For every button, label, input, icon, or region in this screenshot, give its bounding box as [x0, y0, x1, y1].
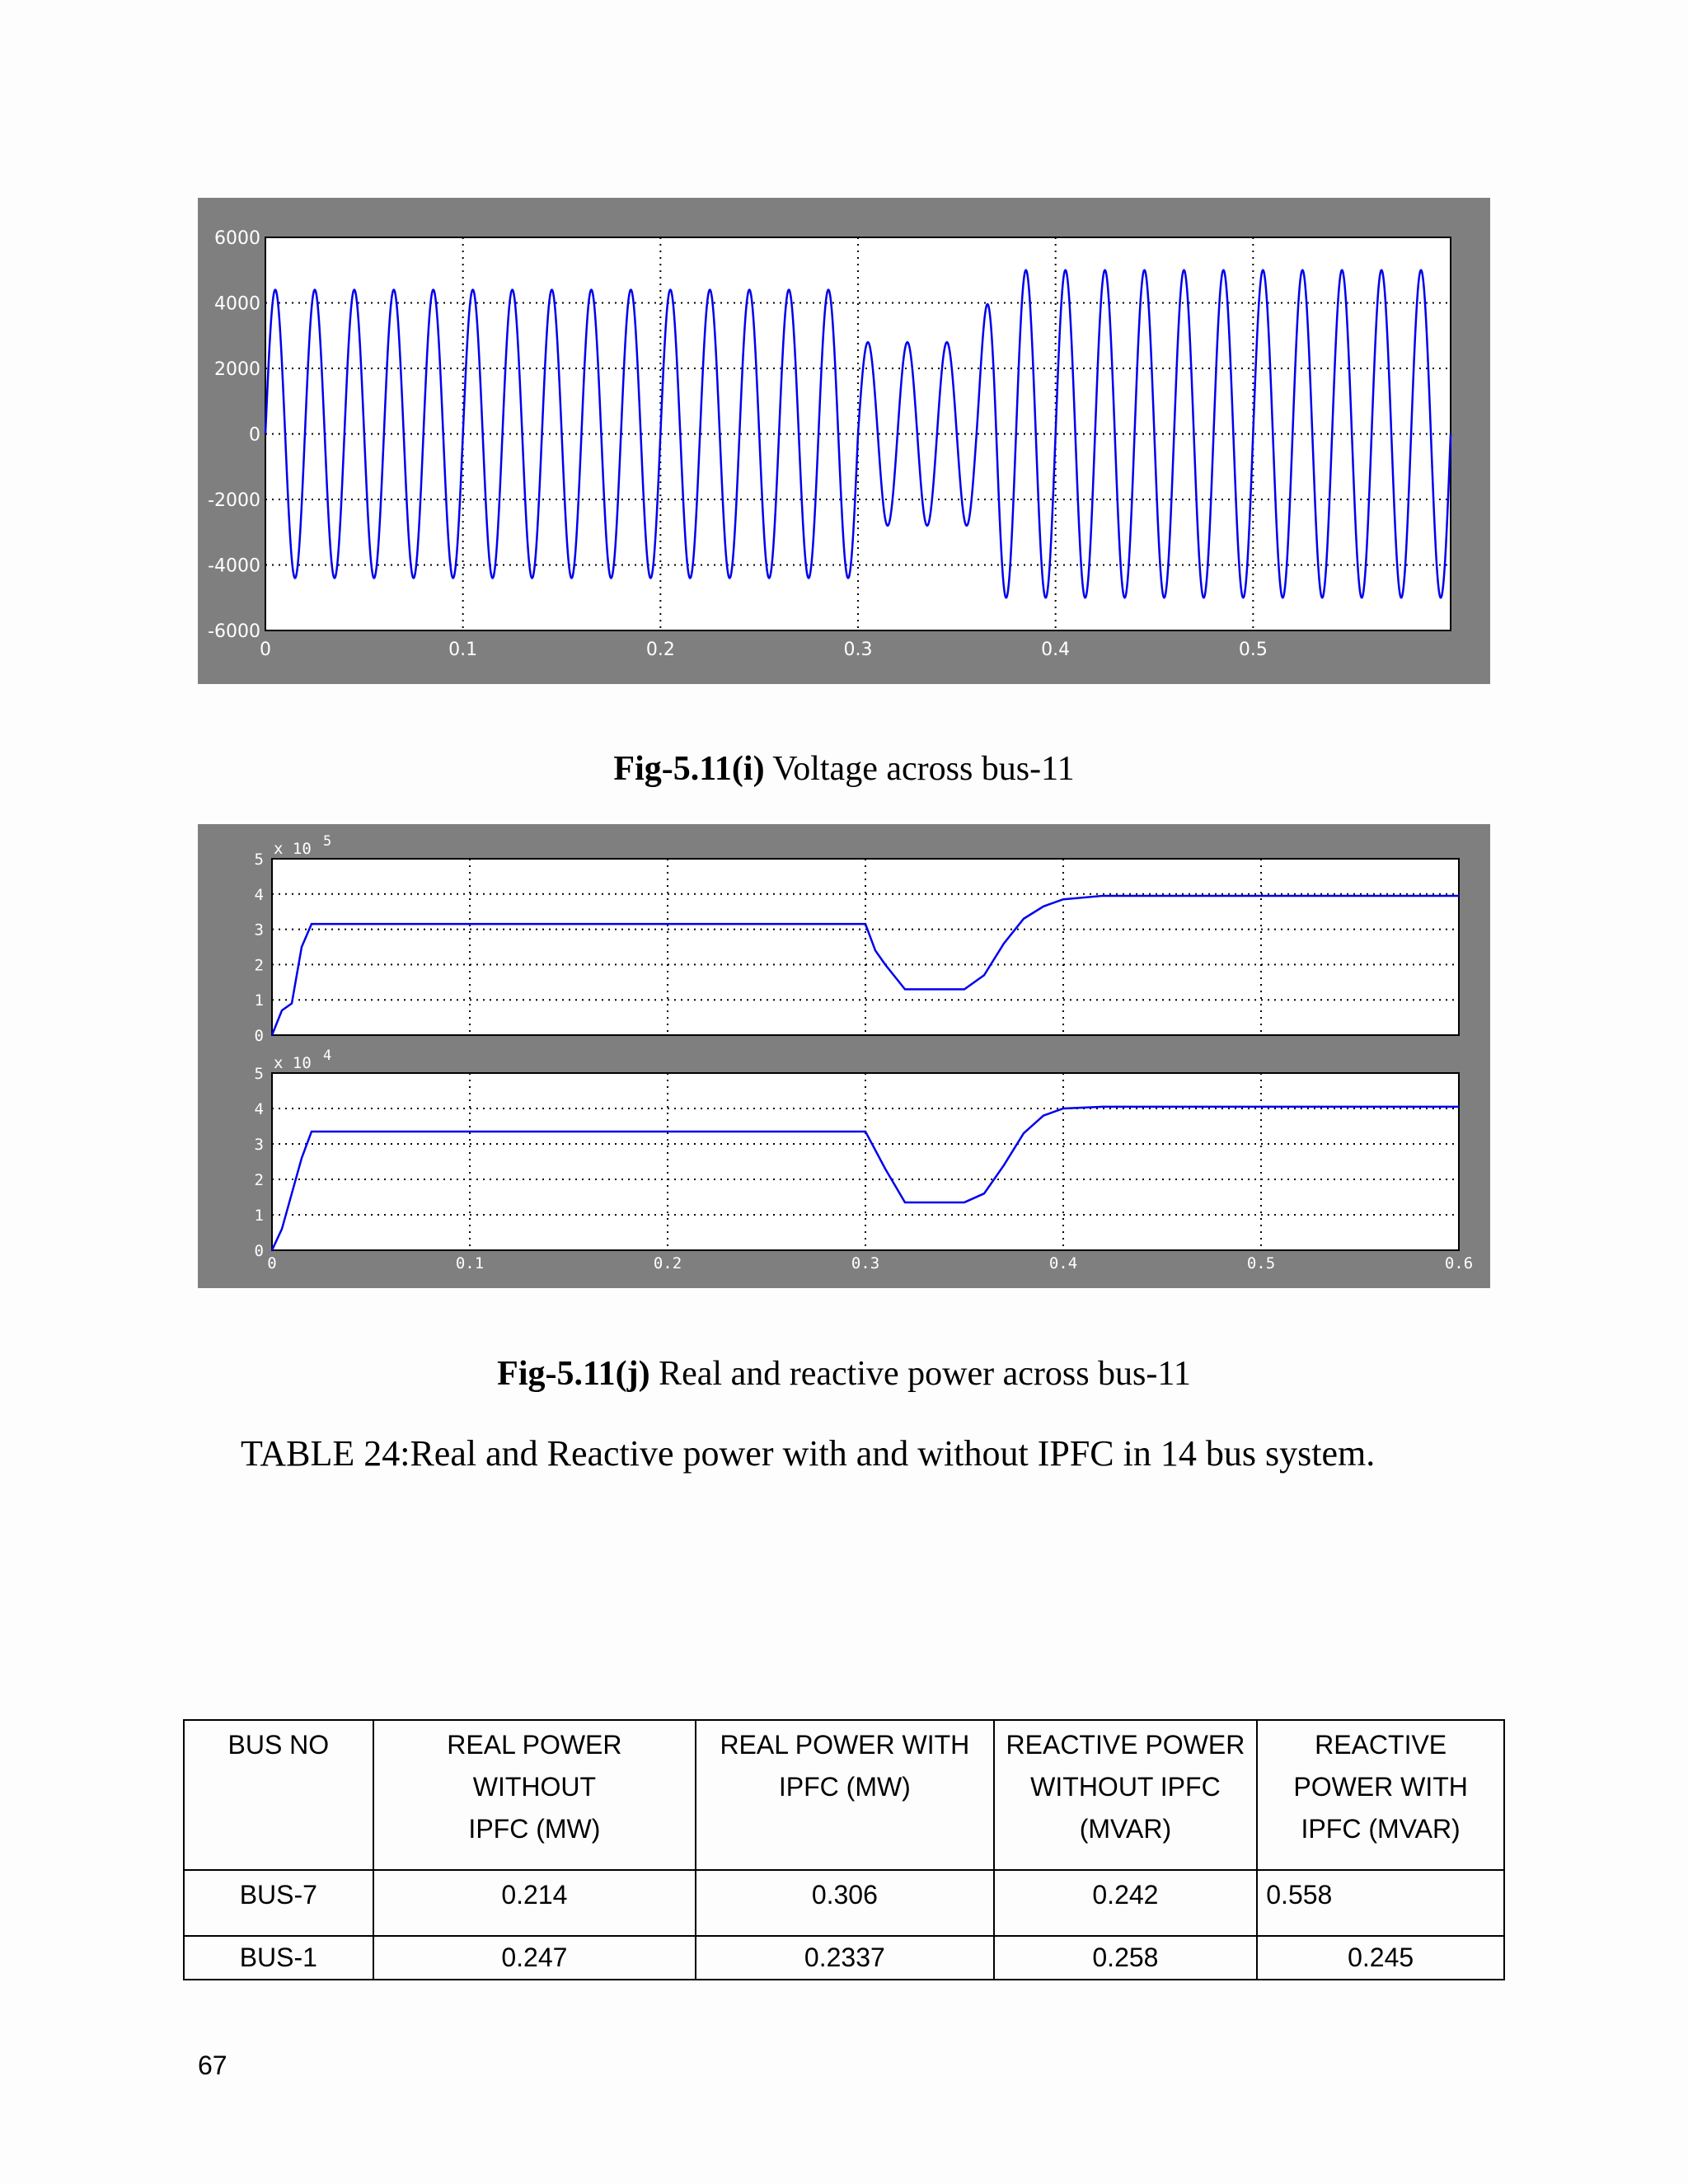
- scale-factor-exponent: 4: [323, 1047, 332, 1064]
- header-line: REACTIVE POWER: [1006, 1730, 1245, 1760]
- y-tick-label: 3: [254, 921, 264, 940]
- header-real-without: [373, 1720, 696, 1870]
- x-tick-label: 0.2: [653, 1254, 682, 1272]
- scale-factor-exponent: 5: [323, 833, 332, 850]
- table-cell: 0.245: [1257, 1936, 1504, 1980]
- table-row: [184, 1870, 1504, 1936]
- y-tick-label: 1: [254, 1207, 264, 1225]
- table-cell: 0.558: [1257, 1870, 1504, 1936]
- y-tick-label: -4000: [208, 555, 260, 577]
- header-line: WITHOUT IPFC: [1030, 1772, 1221, 1802]
- header-line: POWER WITH: [1293, 1772, 1468, 1802]
- y-tick-label: 2: [254, 1171, 264, 1189]
- x-tick-label: 0.1: [455, 1254, 485, 1272]
- x-tick-label: 0: [260, 640, 271, 660]
- header-reactive-without: [994, 1720, 1258, 1870]
- table-cell: 0.242: [994, 1870, 1258, 1936]
- y-tick-label: -6000: [208, 621, 260, 642]
- y-tick-label: 1: [254, 991, 264, 1010]
- header-line: IPFC (MW): [468, 1814, 601, 1844]
- page-number: 67: [198, 2050, 227, 2080]
- x-tick-label: 0.5: [1238, 640, 1268, 660]
- power-scope-panel: [198, 824, 1490, 1288]
- header-bus-no: [184, 1720, 373, 1870]
- figure-j-caption-text: Real and reactive power across bus-11: [649, 1355, 1191, 1393]
- x-tick-label: 0.3: [843, 640, 873, 660]
- figure-i-caption: [0, 748, 1688, 790]
- table-cell: 0.306: [696, 1870, 993, 1936]
- header-line: (MVAR): [1079, 1814, 1172, 1844]
- header-real-with: [696, 1720, 993, 1870]
- table-cell: BUS-1: [184, 1936, 373, 1980]
- x-tick-label: 0.3: [851, 1254, 880, 1272]
- x-tick-label: 0.4: [1041, 640, 1071, 660]
- y-tick-label: 5: [254, 1065, 264, 1083]
- x-tick-label: 0: [267, 1254, 277, 1272]
- figure-j-caption: [0, 1353, 1688, 1394]
- table-cell: 0.258: [994, 1936, 1258, 1980]
- table-cell: 0.214: [373, 1870, 696, 1936]
- x-tick-label: 0.1: [448, 640, 478, 660]
- y-tick-label: 5: [254, 851, 264, 869]
- table-header-row: [184, 1720, 1504, 1870]
- y-tick-label: 4: [254, 885, 264, 904]
- figure-j-caption-label: Fig-5.11(j): [497, 1355, 650, 1393]
- y-tick-label: 2000: [214, 359, 260, 380]
- y-tick-label: 0: [254, 1027, 264, 1045]
- table-cell: 0.247: [373, 1936, 696, 1980]
- x-tick-label: 0.2: [645, 640, 675, 660]
- power-chart: [198, 824, 1490, 1288]
- scale-factor-label: x 10: [274, 1054, 312, 1072]
- figure-i-caption-text: Voltage across bus-11: [764, 750, 1075, 788]
- y-tick-label: 0: [249, 424, 260, 446]
- y-tick-label: 6000: [214, 228, 260, 249]
- y-tick-label: -2000: [208, 490, 260, 511]
- table-cell: BUS-7: [184, 1870, 373, 1936]
- x-tick-label: 0.6: [1444, 1254, 1474, 1272]
- y-tick-label: 4: [254, 1100, 264, 1118]
- voltage-chart: [198, 198, 1490, 684]
- voltage-scope-panel: [198, 198, 1490, 684]
- y-tick-label: 3: [254, 1136, 264, 1154]
- header-reactive-with: [1257, 1720, 1504, 1870]
- figure-i-caption-label: Fig-5.11(i): [613, 750, 765, 788]
- header-line: REAL POWER WITH: [720, 1730, 970, 1760]
- header-line: IPFC (MVAR): [1301, 1814, 1461, 1844]
- table-cell: 0.2337: [696, 1936, 993, 1980]
- header-line: REACTIVE: [1315, 1730, 1447, 1760]
- header-line: IPFC (MW): [778, 1772, 911, 1802]
- x-tick-label: 0.5: [1246, 1254, 1276, 1272]
- table-title: TABLE 24:Real and Reactive power with and without IPFC in 14 bus system.: [241, 1433, 1376, 1474]
- power-table: [183, 1719, 1505, 1980]
- scale-factor-label: x 10: [274, 840, 312, 858]
- y-tick-label: 0: [254, 1242, 264, 1260]
- y-tick-label: 2: [254, 956, 264, 975]
- header-line: REAL POWER WITHOUT: [447, 1730, 622, 1802]
- table-row: [184, 1936, 1504, 1980]
- header-line: BUS NO: [227, 1730, 330, 1760]
- x-tick-label: 0.4: [1048, 1254, 1078, 1272]
- y-tick-label: 4000: [214, 293, 260, 315]
